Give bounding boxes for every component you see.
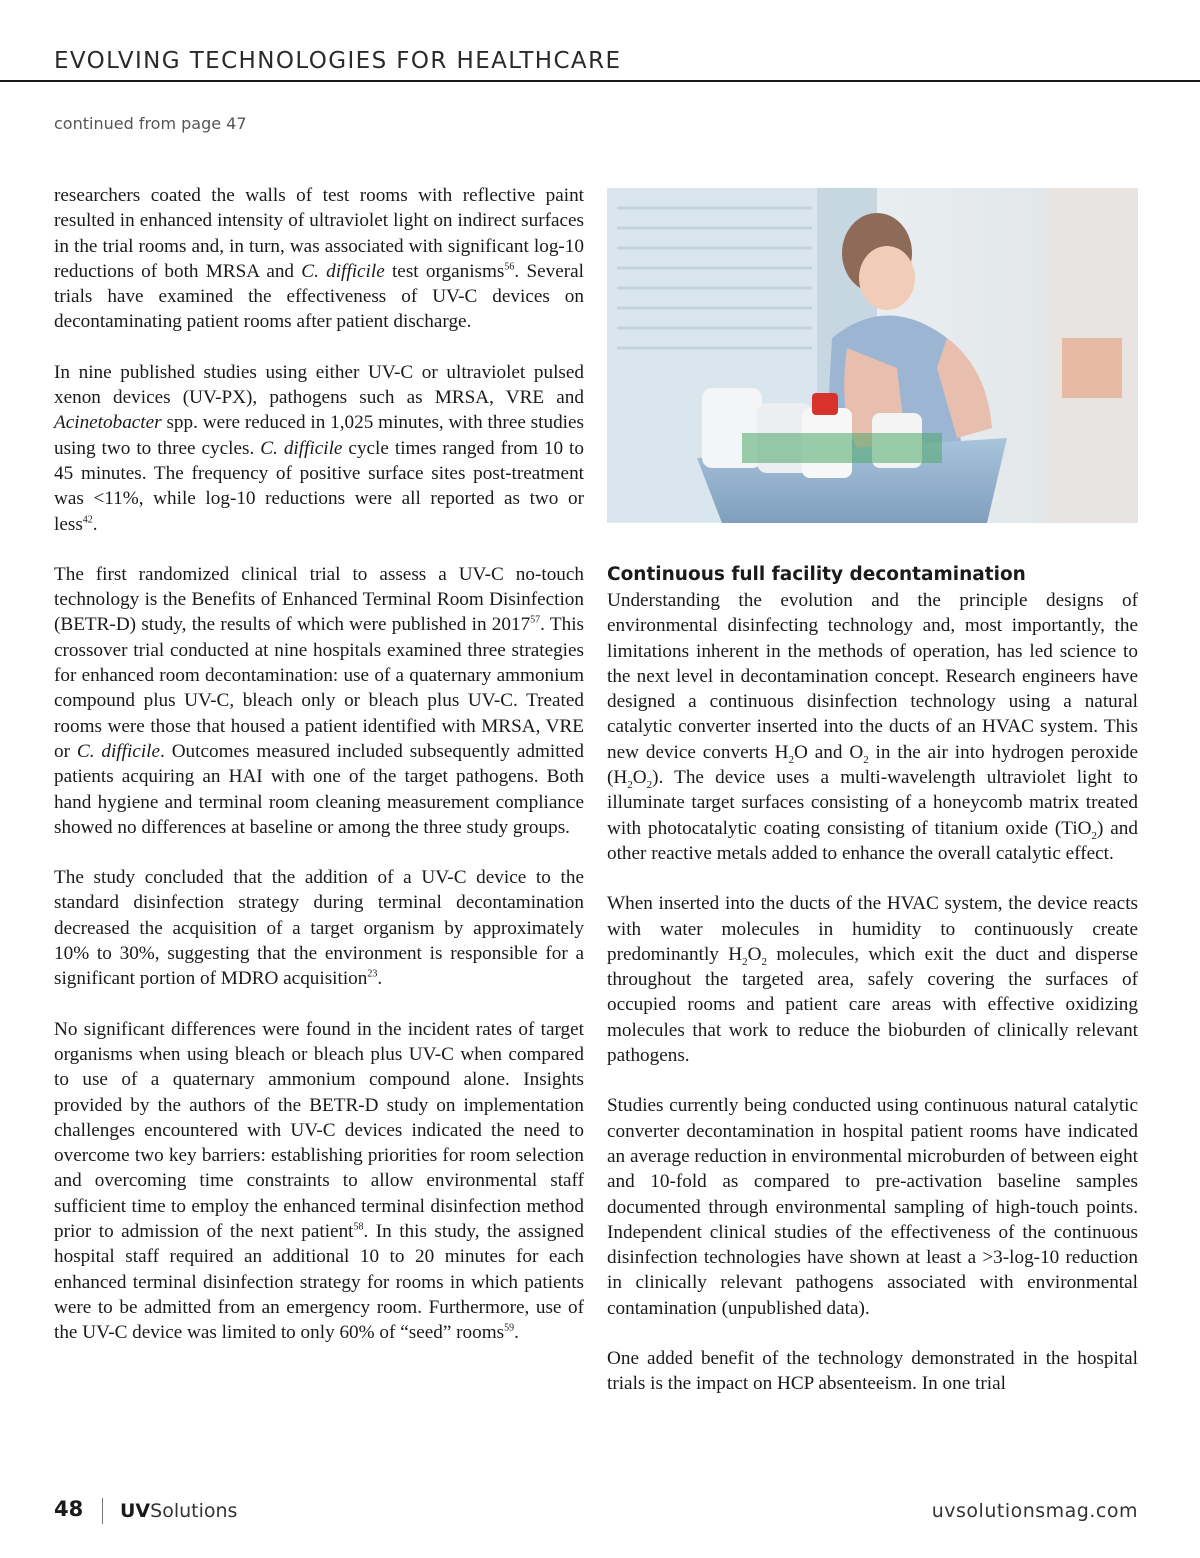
magazine-url: uvsolutionsmag.com bbox=[931, 1500, 1138, 1522]
reference-superscript: 57 bbox=[530, 615, 541, 627]
paragraph: Understanding the evolution and the principle designs of environmental disinfecting technology and, most importantly, the limitations inherent in the methods of operation, has led science to the next level in decontamination concept. Research engineers have designed a continuous disinfection technology using a natural catalytic converter inserted into the ducts of an HVAC system. This new device converts $H_2O$ and $O_2$ in the air into hydrogen peroxide $(H_2O_2)$. The device uses a multi-wavelength ultraviolet light to illuminate target surfaces consisting of a honeycomb matrix treated with photocatalytic coating consisting of titanium oxide (TiO$_2$) and other reactive metals added to enhance the overall catalytic effect. bbox=[607, 590, 1138, 864]
page-number: 48 bbox=[54, 1497, 84, 1521]
section-heading: Continuous full facility decontamination bbox=[607, 564, 1026, 585]
right-column bbox=[607, 562, 1138, 1397]
header-rule bbox=[0, 80, 1200, 82]
running-head: EVOLVING TECHNOLOGIES FOR HEALTHCARE bbox=[54, 48, 622, 74]
paragraph: The study concluded that the addition of a UV-C device to the standard disinfection strategy during terminal decontamination decreased the acquisition of a target organism by approximately 10% to 30%, suggesting that the environment is responsible for a significant portion of MDRO acquisition$^{23}$. bbox=[54, 867, 584, 990]
reference-superscript: 56 bbox=[504, 261, 515, 273]
paragraph: researchers coated the walls of test rooms with reflective paint resulted in enhanced intensity of ultraviolet light on indirect surfaces in the trial rooms and, in turn, was associated with significant log-10 reductions of both MRSA and C. difficile test organisms$^{56}$. Several trials have examined the effectiveness of UV-C devices on decontaminating patient rooms after patient discharge. bbox=[54, 185, 584, 333]
photo-cleaning-worker bbox=[607, 188, 1138, 523]
paragraph: In nine published studies using either UV-C or ultraviolet pulsed xenon devices (UV-PX), pathogens such as MRSA, VRE and Acinetobacter spp. were reduced in 1,025 minutes, with three studies using two to three cycles. C. difficile cycle times ranged from 10 to 45 minutes. The frequency of positive surface sites post-treatment was <11%, while log-10 reductions were all reported as two or less$^{42}$. bbox=[54, 361, 584, 535]
paragraph: The first randomized clinical trial to assess a UV-C no-touch technology is the Benefits of Enhanced Terminal Room Disinfection (BETR-D) study, the results of which were published in 2017$^{57}$. This crossover trial conducted at nine hospitals examined three strategies for enhanced room decontamination: use of a quaternary ammonium compound plus UV-C, bleach only or bleach plus UV-C. Treated rooms were those that housed a patient identified with MRSA, VRE or C. difficile. Outcomes measured included subsequently admitted patients acquiring an HAI with one of the target pathogens. Both hand hygiene and terminal room cleaning measurement compliance showed no differences at baseline or among the three study groups. bbox=[54, 563, 584, 838]
continued-note: continued from page 47 bbox=[54, 114, 247, 133]
footer-divider bbox=[102, 1498, 103, 1524]
paragraph: Studies currently being conducted using continuous natural catalytic converter decontamination in hospital patient rooms have indicated an average reduction in environmental microburden of between eight and 10-fold as compared to pre-activation baseline samples documented through environmental sampling of high-touch points. Independent clinical studies of the effectiveness of the continuous disinfection technologies have shown at least a >3-log-10 reduction in clinically relevant pathogens associated with environmental contamination (unpublished data). bbox=[607, 1095, 1138, 1319]
paragraph: No significant differences were found in the incident rates of target organisms when using bleach or bleach plus UV-C when compared to use of a quaternary ammonium compound alone. Insights provided by the authors of the BETR-D study on implementation challenges encountered with UV-C devices indicated the need to overcome two key barriers: establishing priorities for room selection and overcoming time constraints to allow environmental staff sufficient time to employ the enhanced terminal disinfection method prior to admission of the next patient$^{58}$. In this study, the assigned hospital staff required an additional 10 to 20 minutes for each enhanced terminal disinfection strategy for rooms in which patients were to be admitted from an emergency room. Furthermore, use of the UV-C device was limited to only 60% of “seed” rooms$^{59}$. bbox=[54, 1018, 584, 1344]
paragraph: One added benefit of the technology demonstrated in the hospital trials is the impact on HCP absenteeism. In one trial bbox=[607, 1348, 1138, 1395]
reference-superscript: 59 bbox=[504, 1322, 515, 1334]
magazine-brand: UVSolutions bbox=[120, 1500, 238, 1522]
photo-illustration bbox=[607, 188, 1138, 523]
reference-superscript: 42 bbox=[82, 514, 93, 526]
paragraph: When inserted into the ducts of the HVAC system, the device reacts with water molecules in humidity to continuously create predominantly $H_2O_2$ molecules, which exit the duct and disperse throughout the targeted area, safely covering the surfaces of occupied rooms and patient care areas with effective oxidizing molecules that work to reduce the bioburden of clinically relevant pathogens. bbox=[607, 893, 1138, 1067]
left-column bbox=[54, 183, 584, 1345]
reference-superscript: 23 bbox=[367, 968, 378, 980]
reference-superscript: 58 bbox=[353, 1221, 364, 1233]
